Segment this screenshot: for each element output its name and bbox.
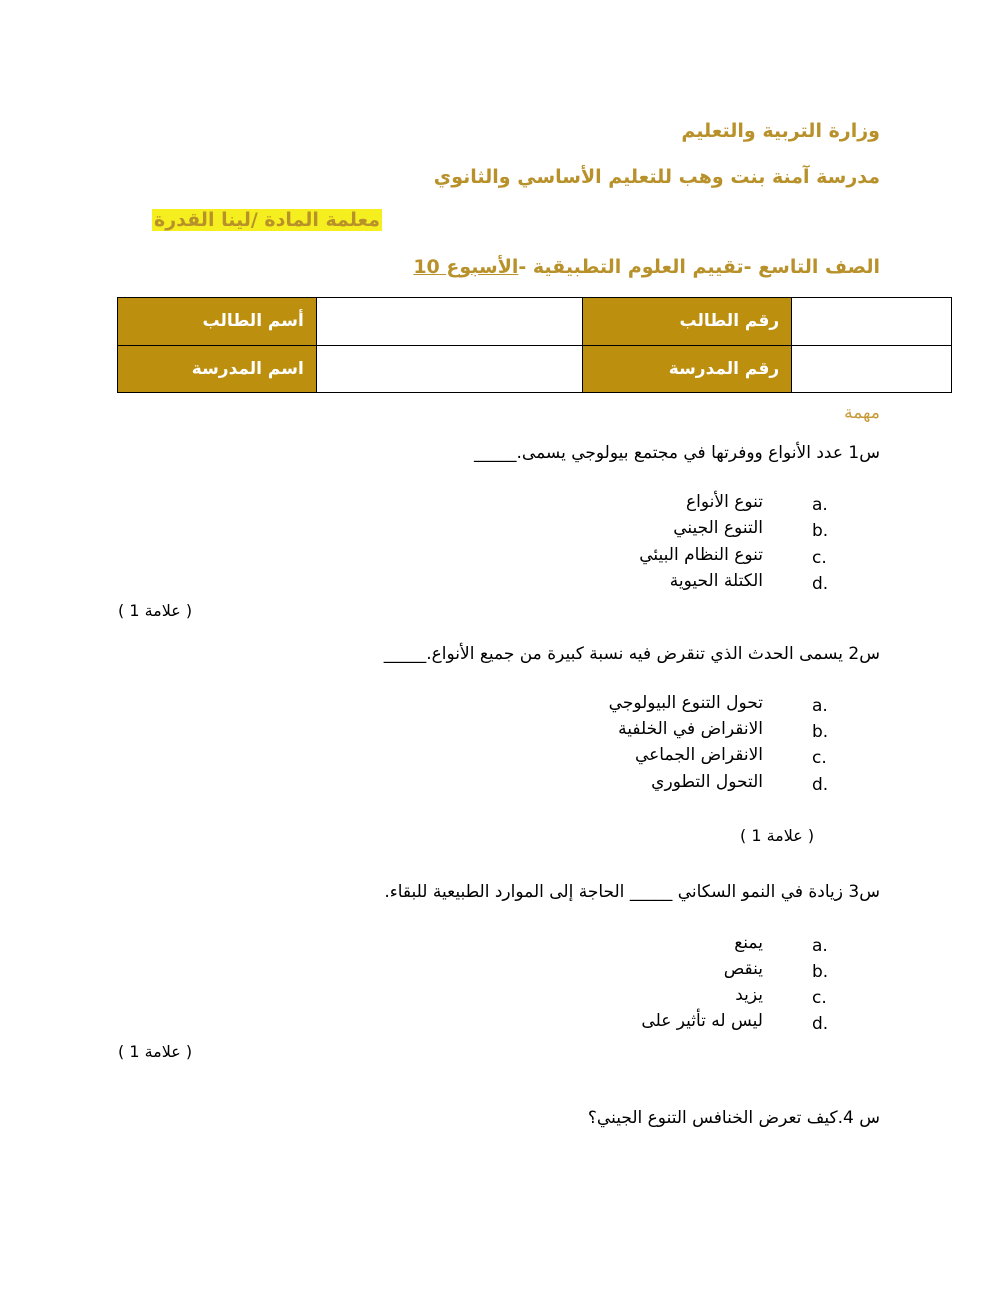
school-number-field[interactable] <box>792 345 952 393</box>
question-3: س3 زيادة في النمو السكاني _____ الحاجة إلى الموارد الطبيعية للبقاء. <box>384 882 880 902</box>
q2-mark: ( علامة 1 ) <box>740 826 815 845</box>
student-number-field[interactable] <box>792 298 952 346</box>
q1-option-c[interactable]: تنوع النظام البيئي <box>639 545 763 565</box>
school-number-label: رقم المدرسة <box>583 345 792 393</box>
q1-option-a[interactable]: تنوع الأنواع <box>686 492 763 512</box>
q2-option-d-letter: d. <box>812 775 829 795</box>
q3-option-d-letter: d. <box>812 1014 829 1034</box>
title-week: الأسبوع 10 <box>413 256 519 278</box>
task-label: مهمة <box>844 403 880 423</box>
teacher-name: معلمة المادة /لينا القدرة <box>154 209 381 231</box>
q1-option-d[interactable]: الكتلة الحيوية <box>669 571 763 591</box>
student-info-table <box>117 297 952 393</box>
q3-option-b[interactable]: ينقص <box>723 959 763 979</box>
school-name-field[interactable] <box>316 345 583 393</box>
q1-option-d-letter: d. <box>812 574 829 594</box>
q3-option-b-letter: b. <box>812 962 829 982</box>
school-name: مدرسة آمنة بنت وهب للتعليم الأساسي والثانوي <box>433 166 880 188</box>
q2-option-c[interactable]: الانقراض الجماعي <box>634 745 763 765</box>
question-4: س 4.كيف تعرض الخنافس التنوع الجيني؟ <box>587 1108 880 1128</box>
q3-option-a-letter: a. <box>812 936 828 956</box>
q3-option-c[interactable]: يزيد <box>735 985 763 1005</box>
page-title <box>413 256 880 278</box>
question-1: س1 عدد الأنواع ووفرتها في مجتمع بيولوجي يسمى._____ <box>474 443 880 463</box>
q2-option-a[interactable]: تحول التنوع البيولوجي <box>608 693 763 713</box>
q3-option-d[interactable]: ليس له تأثير على <box>641 1011 763 1031</box>
title-main: الصف التاسع -تقييم العلوم التطبيقية - <box>518 256 880 278</box>
q2-option-b-letter: b. <box>812 722 829 742</box>
student-name-field[interactable] <box>316 298 583 346</box>
q3-option-c-letter: c. <box>812 988 827 1008</box>
question-2: س2 يسمى الحدث الذي تنقرض فيه نسبة كبيرة من جميع الأنواع._____ <box>383 644 880 664</box>
q1-option-b-letter: b. <box>812 521 829 541</box>
school-name-label: اسم المدرسة <box>118 345 317 393</box>
q1-option-b[interactable]: التنوع الجيني <box>673 518 763 538</box>
q2-option-d[interactable]: التحول التطوري <box>651 772 763 792</box>
q2-option-b[interactable]: الانقراض في الخلفية <box>618 719 763 739</box>
q3-mark: ( علامة 1 ) <box>118 1042 193 1061</box>
q1-option-a-letter: a. <box>812 495 828 515</box>
student-name-label: أسم الطالب <box>118 298 317 346</box>
q3-option-a[interactable]: يمنع <box>734 933 763 953</box>
q1-mark: ( علامة 1 ) <box>118 601 193 620</box>
q2-option-c-letter: c. <box>812 748 827 768</box>
student-number-label: رقم الطالب <box>583 298 792 346</box>
q1-option-c-letter: c. <box>812 548 827 568</box>
ministry-name: وزارة التربية والتعليم <box>681 120 880 142</box>
q2-option-a-letter: a. <box>812 696 828 716</box>
